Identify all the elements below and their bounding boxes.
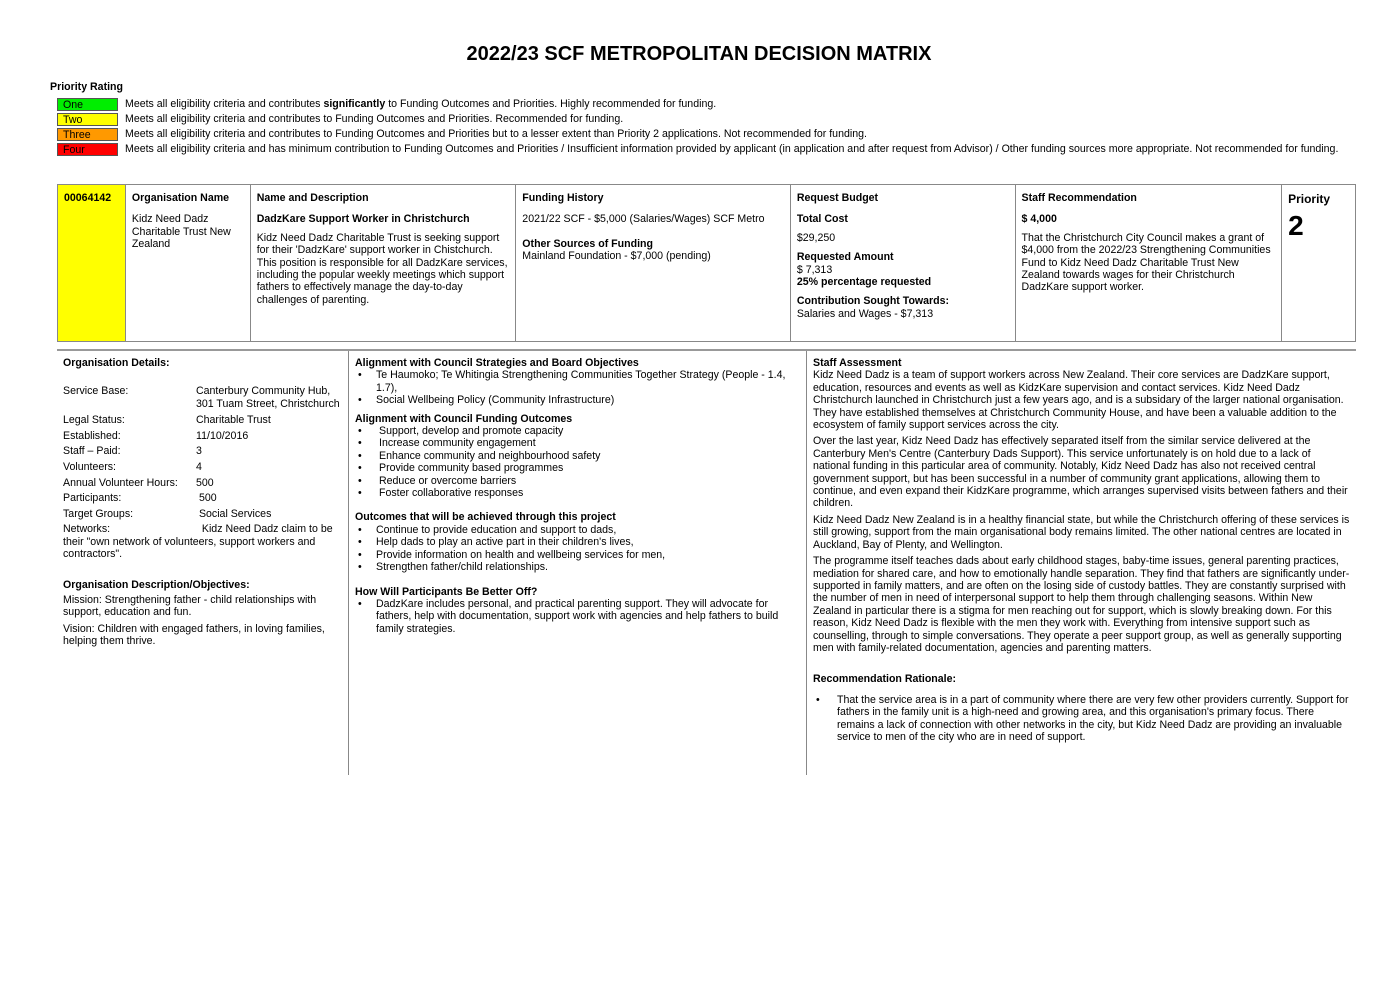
assessment-line: men with family-related documentation, agencies and parenting matters. (813, 641, 1152, 654)
networks-row (63, 523, 342, 535)
assessment-line: continue, and even expand their KidzKare programme, which arranges supervised visits between fathers and their (813, 485, 1348, 498)
description-objectives-header: Organisation Description/Objectives: (63, 578, 250, 591)
detail-row (63, 414, 342, 430)
request-budget-cell (790, 185, 1015, 341)
assessment-line: Kidz Need Dadz is a team of support workers across New Zealand. Their core services are DadzKare support, (813, 369, 1330, 382)
summary-table (57, 184, 1356, 342)
recommendation-line: $4,000 from the 2022/23 Strengthening Communities (1021, 244, 1271, 257)
other-funding-line: Mainland Foundation - $7,000 (pending) (522, 250, 711, 263)
detail-row (63, 477, 342, 493)
assessment-paragraph (813, 514, 1350, 551)
assessment-line: children. (813, 497, 854, 510)
list-item: • Provide community based programmes (355, 462, 800, 474)
mission-line: Mission: Strengthening father - child relationships with (63, 594, 317, 606)
mission-line: support, education and fun. (63, 606, 192, 619)
organisation-name-line: Charitable Trust New (131, 225, 231, 238)
percentage-requested: 25% percentage requested (796, 276, 932, 289)
other-funding-header: Other Sources of Funding (522, 237, 653, 250)
strategies-header: Alignment with Council Strategies and Board Objectives (355, 357, 639, 369)
assessment-line: counselling, through to simple conversations. They operate a peer support group, as well as generally supporting (813, 629, 1342, 642)
list-item-line: fathers, help with documentation, support work with agencies and help fathers to build (376, 610, 779, 623)
list-item (813, 694, 1350, 744)
legend-text-one (125, 98, 716, 110)
swatch-two: Two (57, 113, 118, 126)
rationale-header: Recommendation Rationale: (813, 673, 957, 686)
recommendation-line: Zealand towards wages for their Christchurch (1021, 269, 1235, 282)
list-item (355, 598, 800, 635)
document-title: 2022/23 SCF METROPOLITAN DECISION MATRIX (466, 43, 932, 65)
legend-row-one (57, 97, 1338, 112)
detail-value: Charitable Trust (196, 414, 271, 427)
detail-row (63, 492, 342, 508)
legend-row-three (57, 127, 1338, 142)
swatch-four: Four (57, 143, 118, 156)
assessment-line: national funding in this particular area of community. Notably, Kidz Need Dadz has also not received central (813, 460, 1316, 473)
assessment-line: Over the last year, Kidz Need Dadz has effectively separated itself from the similar service delivered at the (813, 435, 1311, 448)
organisation-details-column (57, 351, 348, 775)
service-base-value (196, 385, 340, 410)
legend-text-one-a: Meets all eligibility criteria and contributes (125, 98, 324, 111)
assessment-line: Christchurch launched in Christchurch just a few years ago, and is a subsidary of the larger national organisation. (813, 394, 1344, 407)
assessment-line: Auckland, Bay of Plenty, and Wellington. (813, 538, 1003, 551)
assessment-paragraph (813, 435, 1350, 509)
list-item: • Support, develop and promote capacity (355, 425, 800, 437)
name-description-header: Name and Description (256, 192, 369, 204)
legend-text-four: Meets all eligibility criteria and has minimum contribution to Funding Outcomes and Priorities / Insufficient information provided by applicant (in application and after request from Advisor) / Other funding sources more appropriate. Not recommended for funding. (125, 143, 1339, 156)
strategies-list (355, 369, 800, 406)
detail-value: 500 (196, 492, 217, 505)
assessment-line: reason, Kidz Need Dadz is flexible with the men they work with. Everything from intensive support such as (813, 617, 1310, 630)
assessment-paragraph (813, 369, 1350, 431)
recommendation-line: Fund to Kidz Need Dadz Charitable Trust New (1021, 256, 1239, 269)
list-item: • Reduce or overcome barriers (355, 475, 800, 487)
assessment-paragraph (813, 555, 1350, 654)
description-line: challenges of parenting. (256, 293, 370, 306)
detail-value: Social Services (196, 507, 272, 520)
networks-label: Networks: (63, 523, 111, 536)
legend-text-two: Meets all eligibility criteria and contributes to Funding Outcomes and Priorities. Recommended for funding. (125, 113, 624, 126)
detail-value: 3 (196, 445, 202, 458)
recommendation-line: DadzKare support worker. (1021, 281, 1144, 294)
list-item: • Enhance community and neighbourhood safety (355, 450, 800, 462)
description-line: Kidz Need Dadz Charitable Trust is seeking support (256, 231, 500, 244)
rationale-line: • That the service area is in a part of community where there are very few other providers currently. Support for (837, 693, 1349, 706)
organisation-name-line: Zealand (131, 238, 171, 251)
project-outcomes-list (355, 524, 800, 574)
detail-row (63, 430, 342, 446)
total-cost-value: $29,250 (796, 231, 836, 244)
detail-row (63, 445, 342, 461)
request-budget-header: Request Budget (796, 192, 879, 204)
list-item: • Increase community engagement (355, 437, 800, 449)
name-description-cell (250, 185, 516, 341)
detail-value: 11/10/2016 (196, 429, 249, 442)
assessment-line: education, resources and events as well as KidzKare supervision and contact services. Kidz Need Dadz (813, 381, 1300, 394)
detail-label: Volunteers: (63, 461, 117, 473)
list-item: • Foster collaborative responses (355, 487, 800, 499)
legend-text-one-bold: significantly (323, 98, 386, 111)
legend-text-one-b: to Funding Outcomes and Priorities. Highly recommended for funding. (385, 98, 717, 111)
legend-row-four (57, 142, 1338, 157)
networks-line: contractors". (63, 548, 123, 561)
detail-label: Target Groups: (63, 507, 134, 520)
legend-row-two (57, 112, 1338, 127)
organisation-header: Organisation Name (131, 192, 230, 204)
assessment-line: The programme itself teaches dads about early childhood stages, baby-time issues, general parenting practices, (813, 555, 1339, 568)
total-cost-label: Total Cost (796, 213, 848, 226)
list-item-line: • DadzKare includes personal, and practical parenting support. They will advocate for (376, 597, 768, 610)
contribution-sought-value: Salaries and Wages - $7,313 (796, 307, 934, 320)
assessment-line: Canterbury Men's Centre (Canterbury Dads Support). This service unfortunately is on hold due to a lack of (813, 447, 1311, 460)
application-id: 00064142 (64, 192, 112, 204)
detail-label: Established: (63, 429, 121, 442)
networks-line: their "own network of volunteers, support workers and (63, 535, 316, 548)
detail-row (63, 508, 342, 524)
list-item: • Strengthen father/child relationships. (355, 561, 800, 573)
list-item-line: • Te Haumoko; Te Whitingia Strengthening Communities Together Strategy (People - 1.4, (376, 369, 786, 382)
funding-outcomes-header: Alignment with Council Funding Outcomes (355, 412, 573, 425)
project-outcomes-header: Outcomes that will be achieved through this project (355, 511, 616, 524)
assessment-line: ecosystem of family support services across the city. (813, 419, 1059, 432)
list-item-line: family strategies. (376, 622, 456, 635)
description-line: for their 'DadzKare' support worker in Chistchurch. (256, 244, 493, 257)
description-line: including the popular weekly meetings which support (256, 269, 505, 282)
priority-cell (1281, 185, 1355, 341)
better-off-list (355, 598, 800, 635)
description-line: fathers to effectively manage the day-to-day (256, 281, 463, 294)
list-item: • Help dads to play an active part in their children's lives, (355, 536, 800, 548)
legend-text-three: Meets all eligibility criteria and contributes to Funding Outcomes and Priorities but to a lesser extent than Priority 2 applications. Not recommended for funding. (125, 128, 867, 141)
priority-legend (57, 97, 1338, 157)
detail-label: Legal Status: (63, 414, 125, 427)
funding-history-line: 2021/22 SCF - $5,000 (Salaries/Wages) SCF Metro (522, 213, 765, 226)
project-title: DadzKare Support Worker in Christchurch (256, 213, 470, 226)
description-line: This position is responsible for all DadzKare services, (256, 256, 508, 269)
priority-header: Priority (1288, 192, 1331, 206)
funding-history-header: Funding History (522, 192, 604, 204)
assessment-line: Kidz Need Dadz New Zealand is in a healthy financial state, but while the Christchurch offering of these services is (813, 513, 1350, 526)
list-item-line: 1.7), (376, 381, 398, 394)
swatch-one: One (57, 98, 118, 111)
rationale-line: service to men of the city who are in need of support. (837, 730, 1086, 743)
organisation-name-line: Kidz Need Dadz (131, 213, 209, 226)
staff-assessment-column (806, 351, 1356, 775)
list-item: • Continue to provide education and support to dads, (355, 524, 800, 536)
service-base-label: Service Base: (63, 385, 129, 398)
rationale-line: fathers in the family unit is a high-need and growing area, and this organisation's primary focus. There (837, 706, 1315, 719)
priority-value: 2 (1288, 210, 1304, 241)
rationale-list (813, 694, 1350, 744)
list-item (355, 369, 800, 394)
swatch-three: Three (57, 128, 118, 141)
detail-label: Staff – Paid: (63, 445, 121, 458)
list-item: • Provide information on health and wellbeing services for men, (355, 549, 800, 561)
assessment-line: the number of men in need of interpersonal support to help them through challenging seasons. Within New (813, 592, 1313, 605)
details-section (57, 351, 1356, 775)
networks-value: Kidz Need Dadz claim to be (196, 523, 333, 536)
service-base-line: Canterbury Community Hub, (196, 385, 331, 398)
list-item-line: • Social Wellbeing Policy (Community Infrastructure) (376, 394, 615, 407)
contribution-sought-label: Contribution Sought Towards: (796, 295, 950, 308)
service-base-line: 301 Tuam Street, Christchurch (196, 397, 340, 410)
alignment-column (348, 351, 806, 775)
list-item (355, 394, 800, 406)
requested-amount-value: $ 7,313 (796, 263, 833, 276)
assessment-line: mediation for shared care, and how to emotionally handle separation. They find that fathers are significantly under- (813, 567, 1350, 580)
rationale-line: remains a lack of connection with other networks in the city, but Kidz Need Dadz are providing an invaluable (837, 718, 1343, 731)
requested-amount-label: Requested Amount (796, 251, 894, 264)
staff-assessment-header: Staff Assessment (813, 357, 902, 369)
assessment-line: supported in family matters, and are often on the losing side of custody battles. They are constantly surprised with (813, 579, 1346, 592)
vision-line: Vision: Children with engaged fathers, in loving families, (63, 622, 325, 635)
funding-outcomes-list (355, 425, 800, 499)
vision-line: helping them thrive. (63, 635, 156, 648)
better-off-header: How Will Participants Be Better Off? (355, 585, 538, 598)
staff-recommendation-header: Staff Recommendation (1021, 192, 1137, 204)
assessment-line: They have established themselves at Christchurch Community House, and have been a valuable addition to the (813, 406, 1337, 419)
staff-recommendation-cell (1015, 185, 1282, 341)
recommendation-line: That the Christchurch City Council makes a grant of (1021, 231, 1265, 244)
organisation-details-header: Organisation Details: (63, 357, 170, 369)
detail-row (63, 461, 342, 477)
service-base-row (63, 385, 342, 410)
detail-label: Participants: (63, 492, 122, 505)
recommended-amount: $ 4,000 (1021, 213, 1057, 226)
funding-history-cell (515, 185, 790, 341)
assessment-line: government support, but has been successful in a number of community grant applications, allowing them to (813, 472, 1321, 485)
detail-value: 4 (196, 461, 202, 473)
assessment-line: still growing, support from the main organisational body remains limited. The other national centres are located in (813, 526, 1342, 539)
priority-rating-label: Priority Rating (50, 81, 123, 93)
detail-value: 500 (196, 476, 214, 489)
assessment-line: Zealand in particular there is a stigma for men reaching out for support, which is slowly breaking down. For this (813, 604, 1332, 617)
organisation-cell (125, 185, 250, 341)
detail-label: Annual Volunteer Hours: (63, 476, 178, 489)
id-cell (58, 185, 125, 341)
